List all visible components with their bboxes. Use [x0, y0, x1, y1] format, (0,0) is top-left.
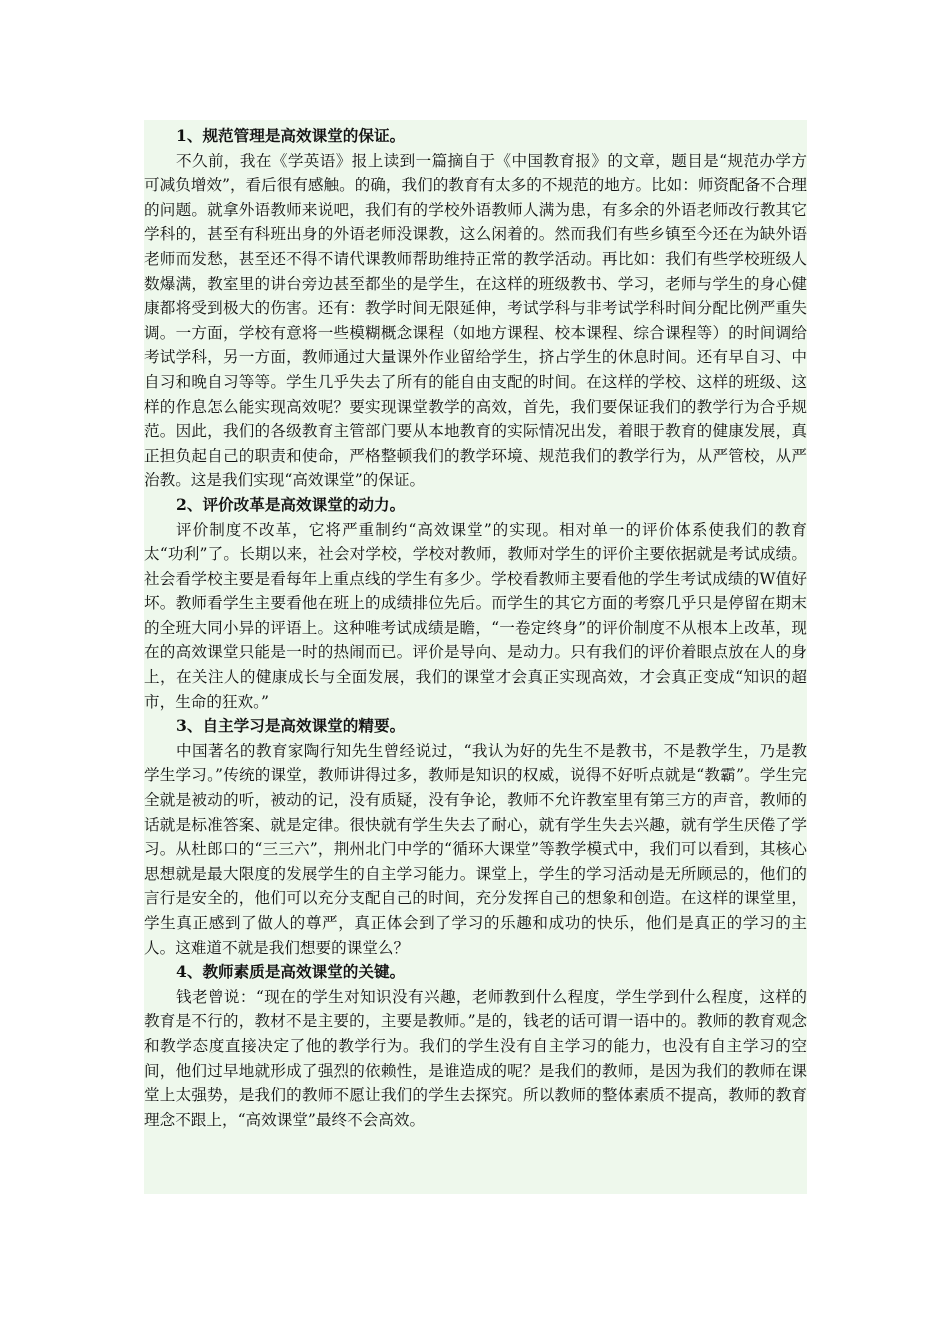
section-paragraph-4: 钱老曾说：“现在的学生对知识没有兴趣，老师教到什么程度，学生学到什么程度，这样的教育是不行的，教材不是主要的，主要是教师。”是的，钱老的话可谓一语中的。教师的教育观念和教学态度直接决定了他的教学行为。我们的学生没有自主学习的能力，也没有自主学习的空间，他们过早地就形成了强烈的依赖性，是谁造成的呢？是我们的教师，是因为我们的教师在课堂上太强势，是我们的教师不愿让我们的学生去探究。所以教师的整体素质不提高，教师的教育理念不跟上，“高效课堂”最终不会高效。	[144, 987, 807, 1129]
article-body	[144, 124, 807, 1132]
section-paragraph-1: 不久前，我在《学英语》报上读到一篇摘自于《中国教育报》的文章，题目是“规范办学方可减负增效”，看后很有感触。的确，我们的教育有太多的不规范的地方。比如：师资配备不合理的问题。就拿外语教师来说吧，我们有的学校外语教师人满为患，有多余的外语老师改行教其它学科的，甚至有科班出身的外语老师没课教，这么闲着的。然而我们有些乡镇至今还在为缺外语老师而发愁，甚至还不得不请代课教师帮助维持正常的教学活动。再比如：我们有些学校班级人数爆满，教室里的讲台旁边甚至都坐的是学生，在这样的班级教书、学习，老师与学生的身心健康都将受到极大的伤害。还有：教学时间无限延伸，考试学科与非考试学科时间分配比例严重失调。一方面，学校有意将一些模糊概念课程（如地方课程、校本课程、综合课程等）的时间调给考试学科，另一方面，教师通过大量课外作业留给学生，挤占学生的休息时间。还有早自习、中自习和晚自习等等。学生几乎失去了所有的能自由支配的时间。在这样的学校、这样的班级、这样的作息怎么能实现高效呢？要实现课堂教学的高效，首先，我们要保证我们的教学行为合乎规范。因此，我们的各级教育主管部门要从本地教育的实际情况出发，着眼于教育的健康发展，真正担负起自己的职责和使命，严格整顿我们的教学环境、规范我们的教学行为，从严管校，从严治教。这是我们实现“高效课堂”的保证。	[144, 151, 807, 490]
section-paragraph-2: 评价制度不改革，它将严重制约“高效课堂”的实现。相对单一的评价体系使我们的教育太“功利”了。长期以来，社会对学校，学校对教师，教师对学生的评价主要依据就是考试成绩。社会看学校主要是看每年上重点线的学生有多少。学校看教师主要看他的学生考试成绩的W值好坏。教师看学生主要看他在班上的成绩排位先后。而学生的其它方面的考察几乎只是停留在期末的全班大同小异的评语上。这种唯考试成绩是瞻，“一卷定终身”的评价制度不从根本上改革，现在的高效课堂只能是一时的热闹而已。评价是导向、是动力。只有我们的评价着眼点放在人的身上，在关注人的健康成长与全面发展，我们的课堂才会真正实现高效，才会真正变成“知识的超市，生命的狂欢。”	[144, 520, 807, 711]
section-paragraph-3: 中国著名的教育家陶行知先生曾经说过，“我认为好的先生不是教书，不是教学生，乃是教学生学习。”传统的课堂，教师讲得过多，教师是知识的权威，说得不好听点就是“教霸”。学生完全就是被动的听，被动的记，没有质疑，没有争论，教师不允许教室里有第三方的声音，教师的话就是标准答案、就是定律。很快就有学生失去了耐心，就有学生失去兴趣，就有学生厌倦了学习。从杜郎口的“三三六”，荆州北门中学的“循环大课堂”等教学模式中，我们可以看到，其核心思想就是最大限度的发展学生的自主学习能力。课堂上，学生的学习活动是无所顾忌的，他们的言行是安全的，他们可以充分支配自己的时间，充分发挥自己的想象和创造。在这样的课堂里，学生真正感到了做人的尊严，真正体会到了学习的乐趣和成功的快乐，他们是真正的学习的主人。这难道不就是我们想要的课堂么？	[144, 741, 807, 957]
section-heading-3: 3、自主学习是高效课堂的精要。	[176, 716, 406, 736]
section-heading-1: 1、规范管理是高效课堂的保证。	[176, 126, 406, 145]
section-heading-2: 2、评价改革是高效课堂的动力。	[176, 494, 406, 514]
section-heading-4: 4、教师素质是高效课堂的关键。	[176, 962, 406, 982]
